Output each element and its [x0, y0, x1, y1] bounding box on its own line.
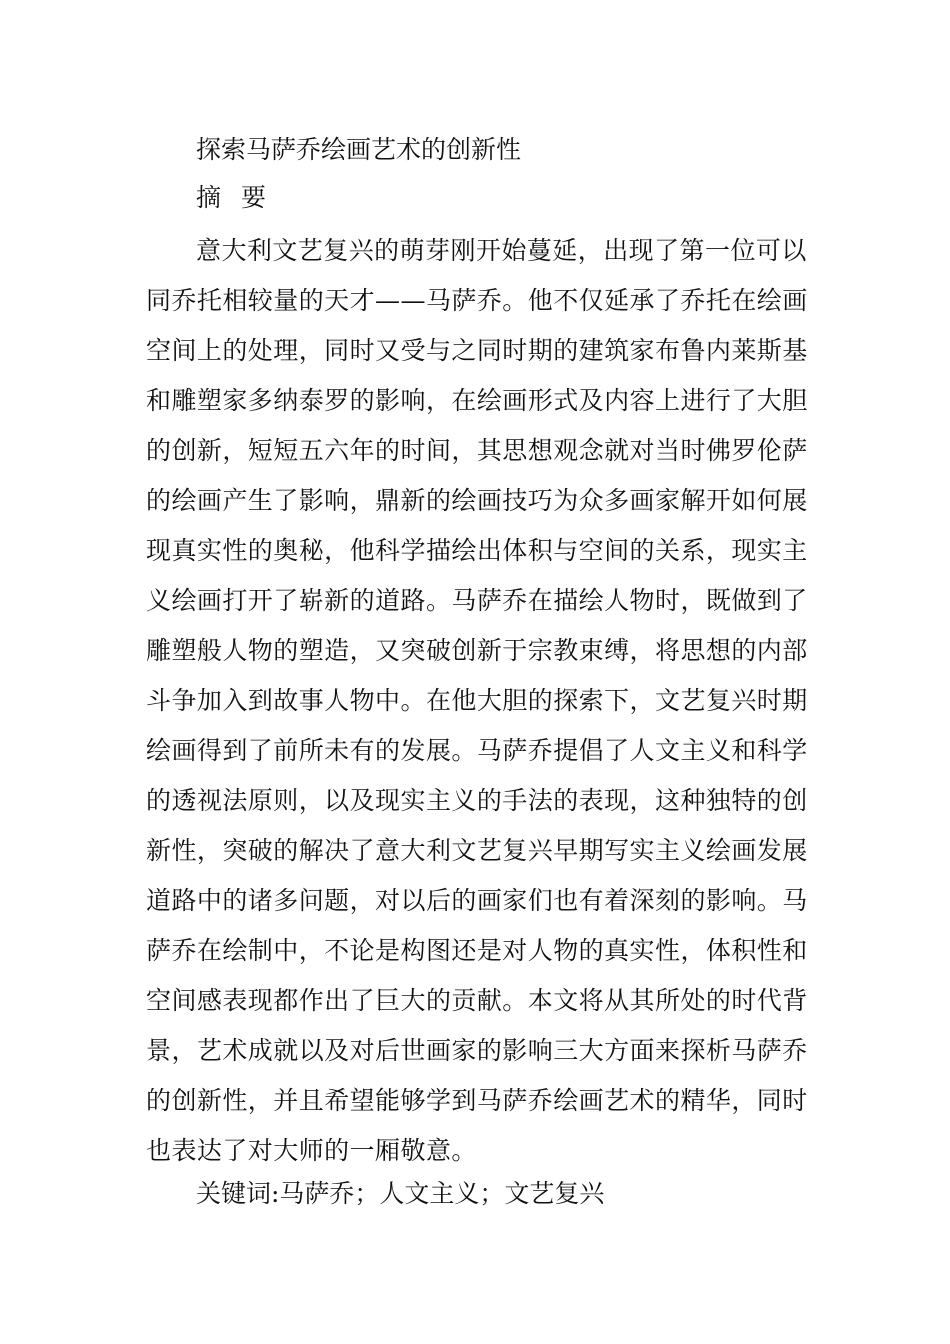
- abstract-line: 的透视法原则，以及现实主义的手法的表现，这种独特的创: [146, 786, 808, 815]
- abstract-line: 绘画得到了前所未有的发展。马萨乔提倡了人文主义和科学: [146, 736, 808, 765]
- abstract-line: 道路中的诸多问题，对以后的画家们也有着深刻的影响。马: [146, 886, 808, 915]
- abstract-line: 的创新，短短五六年的时间，其思想观念就对当时佛罗伦萨: [146, 436, 808, 465]
- abstract-body: [146, 226, 806, 1176]
- abstract-line: 的创新性，并且希望能够学到马萨乔绘画艺术的精华，同时: [146, 1086, 808, 1115]
- abstract-line: 空间感表现都作出了巨大的贡献。本文将从其所处的时代背: [146, 986, 808, 1015]
- abstract-heading: 摘 要: [196, 183, 272, 212]
- abstract-line: 新性，突破的解决了意大利文艺复兴早期写实主义绘画发展: [146, 836, 808, 865]
- abstract-line: 的绘画产生了影响，鼎新的绘画技巧为众多画家解开如何展: [146, 486, 808, 515]
- abstract-line: 景，艺术成就以及对后世画家的影响三大方面来探析马萨乔: [146, 1036, 808, 1065]
- abstract-line: 现真实性的奥秘，他科学描绘出体积与空间的关系，现实主: [146, 536, 808, 565]
- abstract-line: 意大利文艺复兴的萌芽刚开始蔓延，出现了第一位可以: [196, 236, 807, 265]
- keywords-line: 关键词:马萨乔；人文主义；文艺复兴: [196, 1179, 605, 1208]
- abstract-line: 萨乔在绘制中，不论是构图还是对人物的真实性，体积性和: [146, 936, 808, 965]
- abstract-line: 空间上的处理，同时又受与之同时期的建筑家布鲁内莱斯基: [146, 336, 808, 365]
- document-title: 探索马萨乔绘画艺术的创新性: [196, 135, 522, 164]
- abstract-line: 和雕塑家多纳泰罗的影响，在绘画形式及内容上进行了大胆: [146, 386, 808, 415]
- abstract-line: 义绘画打开了崭新的道路。马萨乔在描绘人物时，既做到了: [146, 586, 808, 615]
- abstract-line: 同乔托相较量的天才——马萨乔。他不仅延承了乔托在绘画: [146, 286, 808, 315]
- abstract-line: 也表达了对大师的一厢敬意。: [146, 1136, 477, 1165]
- abstract-line: 斗争加入到故事人物中。在他大胆的探索下，文艺复兴时期: [146, 686, 808, 715]
- abstract-line: 雕塑般人物的塑造，又突破创新于宗教束缚，将思想的内部: [146, 636, 808, 665]
